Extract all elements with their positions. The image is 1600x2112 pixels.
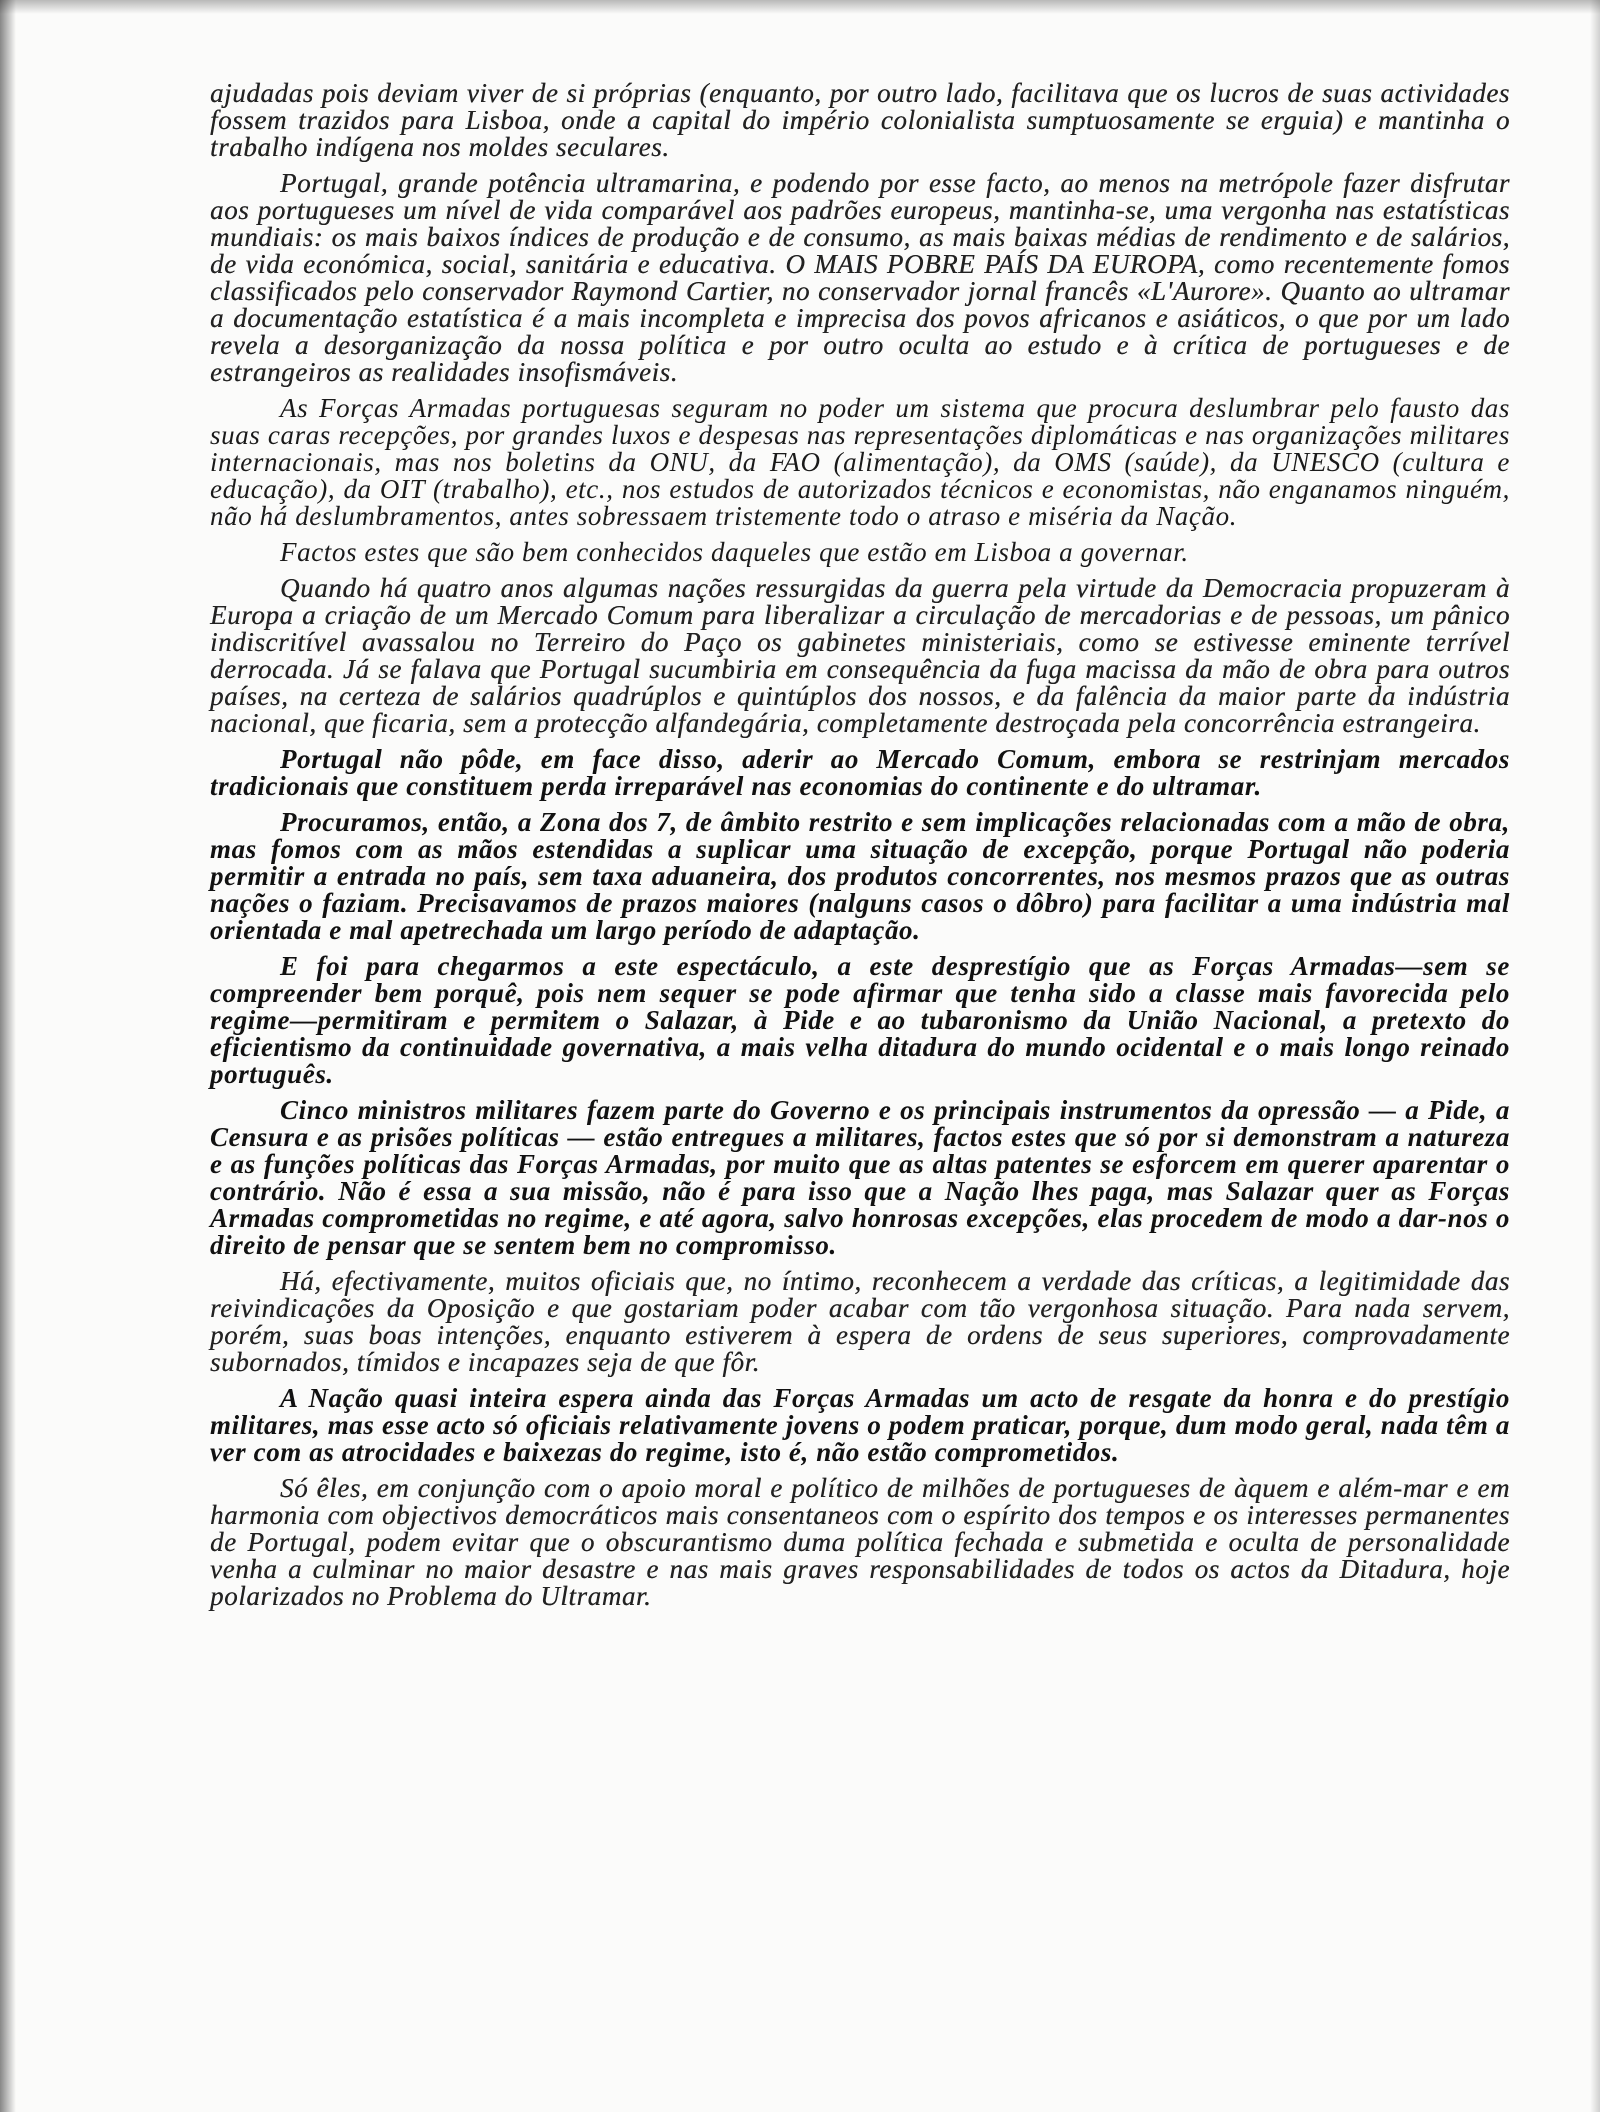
paragraph: As Forças Armadas portuguesas seguram no poder um sistema que procura deslumbrar pelo fausto das suas caras recepções, por grandes luxos e despesas nas representações diplomáticas e nas organizações militares internacionais, mas nos boletins da ONU, da FAO (alimentação), da OMS (saúde), da UNESCO (cultura e educação), da OIT (trabalho), etc., nos estudos de autorizados técnicos e economistas, não enganamos ninguém, não há deslumbramentos, antes sobressaem tristemente todo o atraso e miséria da Nação. xyxy=(210,393,1510,531)
scan-shadow-right xyxy=(1590,0,1600,2112)
scan-shadow-top xyxy=(0,0,1600,14)
paragraph: Procuramos, então, a Zona dos 7, de âmbito restrito e sem implicações relacionadas com a mão de obra, mas fomos com as mãos estendidas a suplicar uma situação de excepção, porque Portugal não poderia permitir a entrada no país, sem taxa aduaneira, dos produtos concorrentes, nos mesmos prazos que as outras nações o faziam. Precisavamos de prazos maiores (nalguns casos o dôbro) para facilitar a uma indústria mal orientada e mal apetrechada um largo período de adaptação. xyxy=(210,807,1510,945)
paragraph: A Nação quasi inteira espera ainda das Forças Armadas um acto de resgate da honra e do prestígio militares, mas esse acto só oficiais relativamente jovens o podem praticar, porque, dum modo geral, nada têm a ver com as atrocidades e baixezas do regime, isto é, não estão comprometidos. xyxy=(210,1383,1510,1467)
paragraph: Quando há quatro anos algumas nações ressurgidas da guerra pela virtude da Democracia propuzeram à Europa a criação de um Mercado Comum para liberalizar a circulação de mercadorias e de pessoas, um pânico indiscritível avassalou no Terreiro do Paço os gabinetes ministeriais, como se estivesse eminente terrível derrocada. Já se falava que Portugal sucumbiria em consequência da fuga macissa da mão de obra para outros países, na certeza de salários quadrúplos e quintúplos dos nossos, e da falência da maior parte da indústria nacional, que ficaria, sem a protecção alfandegária, completamente destroçada pela concorrência estrangeira. xyxy=(210,573,1510,738)
document-body xyxy=(210,80,1510,1619)
paragraph: Cinco ministros militares fazem parte do Governo e os principais instrumentos da opressão — a Pide, a Censura e as prisões políticas — estão entregues a militares, factos estes que só por si demonstram a natureza e as funções políticas das Forças Armadas, por muito que as altas patentes se esforcem em querer aparentar o contrário. Não é essa a sua missão, não é para isso que a Nação lhes paga, mas Salazar quer as Forças Armadas comprometidas no regime, e até agora, salvo honrosas excepções, elas procedem de modo a dar-nos o direito de pensar que se sentem bem no compromisso. xyxy=(210,1095,1510,1260)
paragraph: Portugal não pôde, em face disso, aderir ao Mercado Comum, embora se restrinjam mercados tradicionais que constituem perda irreparável nas economias do continente e do ultramar. xyxy=(210,744,1510,801)
scan-shadow-left xyxy=(0,0,16,2112)
paragraph-continuation: ajudadas pois deviam viver de si próprias (enquanto, por outro lado, facilitava que os lucros de suas actividades fossem trazidos para Lisboa, onde a capital do império colonialista sumptuosamente se erguia) e mantinha o trabalho indígena nos moldes seculares. xyxy=(210,78,1510,162)
paragraph: Portugal, grande potência ultramarina, e podendo por esse facto, ao menos na metrópole fazer disfrutar aos portugueses um nível de vida comparável aos padrões europeus, mantinha-se, uma vergonha nas estatísticas mundiais: os mais baixos índices de produção e de consumo, as mais baixas médias de rendimento e de salários, de vida económica, social, sanitária e educativa. O MAIS POBRE PAÍS DA EUROPA, como recentemente fomos classificados pelo conservador Raymond Cartier, no conservador jornal francês «L'Aurore». Quanto ao ultramar a documentação estatística é a mais incompleta e imprecisa dos povos africanos e asiáticos, o que por um lado revela a desorganização da nossa política e por outro oculta ao estudo e à crítica de portugueses e de estrangeiros as realidades insofismáveis. xyxy=(210,168,1510,387)
paragraph: E foi para chegarmos a este espectáculo, a este desprestígio que as Forças Armadas—sem se compreender bem porquê, pois nem sequer se pode afirmar que tenha sido a classe mais favorecida pelo regime—permitiram e permitem o Salazar, à Pide e ao tubaronismo da União Nacional, a pretexto do eficientismo da continuidade governativa, a mais velha ditadura do mundo ocidental e o mais longo reinado português. xyxy=(210,951,1510,1089)
paragraph: Factos estes que são bem conhecidos daqueles que estão em Lisboa a governar. xyxy=(280,537,1189,567)
paragraph: Só êles, em conjunção com o apoio moral e político de milhões de portugueses de àquem e além-mar e em harmonia com objectivos democráticos mais consentaneos com o espírito dos tempos e os interesses permanentes de Portugal, podem evitar que o obscurantismo duma política fechada e submetida e oculta de personalidade venha a culminar no maior desastre e nas mais graves responsabilidades de todos os actos da Ditadura, hoje polarizados no Problema do Ultramar. xyxy=(210,1473,1510,1611)
paragraph: Há, efectivamente, muitos oficiais que, no íntimo, reconhecem a verdade das críticas, a legitimidade das reivindicações da Oposição e que gostariam poder acabar com tão vergonhosa situação. Para nada servem, porém, suas boas intenções, enquanto estiverem à espera de ordens de seus superiores, comprovadamente subornados, tímidos e incapazes seja de que fôr. xyxy=(210,1266,1510,1377)
